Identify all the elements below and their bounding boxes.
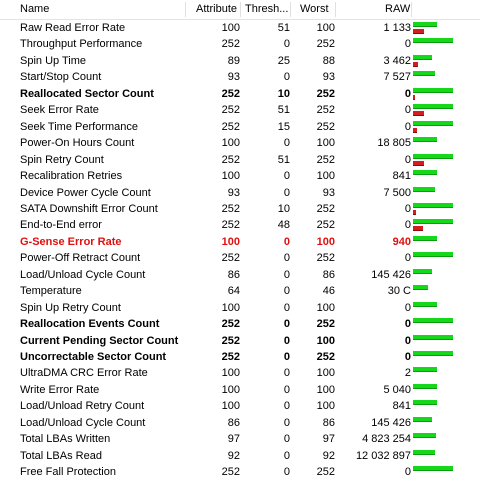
- table-row[interactable]: [0, 398, 480, 414]
- table-row[interactable]: [0, 300, 480, 316]
- normalized-value-bar: [413, 55, 432, 60]
- health-bars: [413, 234, 480, 250]
- worst-value: 252: [316, 120, 335, 133]
- table-row[interactable]: [0, 365, 480, 381]
- attribute-value: 252: [221, 202, 240, 215]
- health-bars: [413, 135, 480, 151]
- attribute-value: 93: [227, 71, 240, 84]
- table-row[interactable]: [0, 86, 480, 102]
- worst-value: 86: [322, 416, 335, 429]
- raw-value: 2: [404, 367, 411, 380]
- attribute-value: 252: [221, 334, 240, 347]
- health-bars: [413, 398, 480, 414]
- attribute-value: 252: [221, 104, 240, 117]
- worst-value: 252: [316, 87, 335, 100]
- raw-value: 0: [404, 202, 411, 215]
- health-bars: [413, 333, 480, 349]
- threshold-value: 0: [283, 351, 290, 363]
- table-row[interactable]: [0, 250, 480, 266]
- worst-value: 252: [316, 153, 335, 166]
- raw-value: 145 426: [371, 268, 411, 281]
- normalized-value-bar: [413, 104, 453, 109]
- table-row[interactable]: [0, 333, 480, 349]
- attribute-value: 252: [221, 87, 240, 100]
- attribute-value: 100: [221, 137, 240, 150]
- table-row[interactable]: [0, 316, 480, 332]
- attribute-name: Uncorrectable Sector Count: [20, 351, 167, 363]
- table-row[interactable]: [0, 201, 480, 217]
- raw-value: 0: [404, 87, 411, 100]
- threshold-value: 25: [277, 54, 290, 67]
- raw-value: 0: [404, 153, 411, 166]
- raw-value: 0: [404, 38, 411, 51]
- worst-value: 93: [322, 186, 335, 199]
- attribute-value: 100: [221, 383, 240, 396]
- health-bars: [413, 250, 480, 266]
- worst-value: 252: [316, 104, 335, 117]
- worst-value: 100: [316, 400, 335, 413]
- health-bars: [413, 53, 480, 69]
- health-bars: [413, 168, 480, 184]
- attribute-name: SATA Downshift Error Count: [20, 202, 158, 215]
- raw-value: 0: [404, 104, 411, 117]
- worst-value: 100: [316, 301, 335, 314]
- threshold-bar: [413, 226, 423, 231]
- raw-value: 0: [404, 351, 411, 363]
- normalized-value-bar: [413, 236, 437, 241]
- worst-value: 46: [322, 285, 335, 298]
- worst-value: 100: [316, 235, 335, 248]
- normalized-value-bar: [413, 351, 453, 356]
- threshold-value: 0: [283, 186, 290, 199]
- normalized-value-bar: [413, 219, 453, 224]
- threshold-value: 0: [283, 71, 290, 84]
- health-bars: [413, 349, 480, 365]
- raw-value: 841: [392, 400, 411, 413]
- table-row[interactable]: [0, 135, 480, 151]
- raw-value: 12 032 897: [355, 449, 411, 462]
- threshold-value: 0: [283, 400, 290, 413]
- normalized-value-bar: [413, 302, 437, 307]
- health-bars: [413, 382, 480, 398]
- threshold-value: 0: [283, 252, 290, 265]
- health-bars: [413, 431, 480, 447]
- threshold-value: 0: [283, 38, 290, 51]
- worst-value: 100: [316, 334, 335, 347]
- raw-value: 940: [392, 235, 411, 248]
- attribute-value: 97: [227, 433, 240, 446]
- normalized-value-bar: [413, 367, 437, 372]
- worst-value: 252: [316, 318, 335, 331]
- health-bars: [413, 448, 480, 464]
- column-header-name[interactable]: Name: [20, 3, 50, 15]
- attribute-name: Throughput Performance: [20, 38, 143, 51]
- normalized-value-bar: [413, 154, 453, 159]
- worst-value: 100: [316, 367, 335, 380]
- attribute-name: Load/Unload Cycle Count: [20, 416, 146, 429]
- threshold-value: 0: [283, 367, 290, 380]
- table-row[interactable]: [0, 234, 480, 250]
- raw-value: 0: [404, 466, 411, 479]
- normalized-value-bar: [413, 433, 436, 438]
- attribute-name: Seek Error Rate: [20, 104, 99, 117]
- attribute-value: 252: [221, 318, 240, 331]
- attribute-name: Power-Off Retract Count: [20, 252, 141, 265]
- threshold-bar: [413, 210, 416, 215]
- raw-value: 3 462: [383, 54, 411, 67]
- threshold-value: 0: [283, 433, 290, 446]
- table-row[interactable]: [0, 415, 480, 431]
- health-bars: [413, 267, 480, 283]
- worst-value: 100: [316, 383, 335, 396]
- threshold-value: 0: [283, 285, 290, 298]
- table-row[interactable]: [0, 217, 480, 233]
- attribute-name: Load/Unload Retry Count: [20, 400, 145, 413]
- health-bars: [413, 300, 480, 316]
- raw-value: 841: [392, 170, 411, 183]
- health-bars: [413, 464, 480, 480]
- column-header-attribute[interactable]: Attribute: [196, 3, 237, 15]
- normalized-value-bar: [413, 187, 435, 192]
- attribute-name: Spin Retry Count: [20, 153, 104, 166]
- column-divider[interactable]: [240, 2, 241, 17]
- normalized-value-bar: [413, 318, 453, 323]
- raw-value: 7 500: [383, 186, 411, 199]
- threshold-bar: [413, 62, 418, 67]
- threshold-bar: [413, 29, 424, 34]
- attribute-name: Total LBAs Written: [20, 433, 111, 446]
- raw-value: 5 040: [383, 383, 411, 396]
- threshold-value: 51: [277, 22, 290, 34]
- worst-value: 92: [322, 449, 335, 462]
- normalized-value-bar: [413, 450, 435, 455]
- threshold-value: 0: [283, 137, 290, 150]
- raw-value: 0: [404, 301, 411, 314]
- attribute-value: 252: [221, 466, 240, 479]
- normalized-value-bar: [413, 466, 453, 471]
- health-bars: [413, 86, 480, 102]
- attribute-value: 92: [227, 449, 240, 462]
- threshold-value: 0: [283, 318, 290, 331]
- attribute-value: 64: [227, 285, 240, 298]
- worst-value: 100: [316, 22, 335, 34]
- health-bars: [413, 119, 480, 135]
- health-bars: [413, 152, 480, 168]
- threshold-value: 0: [283, 268, 290, 281]
- health-bars: [413, 20, 480, 36]
- attribute-value: 89: [227, 54, 240, 67]
- attribute-value: 100: [221, 22, 240, 34]
- threshold-bar: [413, 95, 415, 100]
- normalized-value-bar: [413, 252, 453, 257]
- table-row[interactable]: [0, 267, 480, 283]
- attribute-name: Recalibration Retries: [20, 170, 123, 183]
- threshold-value: 51: [277, 104, 290, 117]
- normalized-value-bar: [413, 335, 453, 340]
- raw-value: 0: [404, 334, 411, 347]
- raw-value: 0: [404, 120, 411, 133]
- threshold-value: 0: [283, 466, 290, 479]
- worst-value: 252: [316, 219, 335, 232]
- normalized-value-bar: [413, 285, 428, 290]
- table-row[interactable]: [0, 168, 480, 184]
- column-header-worst[interactable]: Worst: [300, 3, 329, 15]
- attribute-name: Reallocation Events Count: [20, 318, 160, 331]
- attribute-value: 252: [221, 120, 240, 133]
- health-bars: [413, 217, 480, 233]
- attribute-name: Write Error Rate: [20, 383, 100, 396]
- normalized-value-bar: [413, 88, 453, 93]
- table-row[interactable]: [0, 431, 480, 447]
- threshold-value: 51: [277, 153, 290, 166]
- worst-value: 86: [322, 268, 335, 281]
- attribute-name: Power-On Hours Count: [20, 137, 135, 150]
- threshold-value: 10: [277, 87, 290, 100]
- attribute-value: 252: [221, 153, 240, 166]
- raw-value: 0: [404, 219, 411, 232]
- attribute-name: G-Sense Error Rate: [20, 235, 122, 248]
- column-header-raw[interactable]: RAW: [385, 3, 411, 15]
- worst-value: 100: [316, 137, 335, 150]
- attribute-name: Start/Stop Count: [20, 71, 102, 84]
- threshold-value: 0: [283, 416, 290, 429]
- threshold-value: 0: [283, 235, 290, 248]
- table-row[interactable]: [0, 20, 480, 36]
- health-bars: [413, 316, 480, 332]
- table-row[interactable]: [0, 464, 480, 480]
- attribute-name: Reallocated Sector Count: [20, 87, 154, 100]
- attribute-value: 252: [221, 252, 240, 265]
- attribute-name: Temperature: [20, 285, 82, 298]
- normalized-value-bar: [413, 170, 437, 175]
- threshold-value: 0: [283, 301, 290, 314]
- column-divider[interactable]: [411, 2, 412, 17]
- health-bars: [413, 415, 480, 431]
- threshold-bar: [413, 111, 424, 116]
- worst-value: 88: [322, 54, 335, 67]
- normalized-value-bar: [413, 71, 435, 76]
- attribute-name: Load/Unload Cycle Count: [20, 268, 146, 281]
- normalized-value-bar: [413, 38, 453, 43]
- threshold-value: 0: [283, 383, 290, 396]
- health-bars: [413, 36, 480, 52]
- worst-value: 97: [322, 433, 335, 446]
- normalized-value-bar: [413, 417, 432, 422]
- worst-value: 252: [316, 351, 335, 363]
- attribute-value: 86: [227, 268, 240, 281]
- raw-value: 30 C: [387, 285, 411, 298]
- threshold-value: 10: [277, 202, 290, 215]
- raw-value: 18 805: [377, 137, 411, 150]
- normalized-value-bar: [413, 121, 453, 126]
- normalized-value-bar: [413, 137, 437, 142]
- threshold-bar: [413, 128, 417, 133]
- threshold-bar: [413, 161, 424, 166]
- column-header-threshold[interactable]: Thresh...: [245, 3, 289, 15]
- raw-value: 1 133: [383, 22, 411, 34]
- table-row[interactable]: [0, 185, 480, 201]
- attribute-name: Device Power Cycle Count: [20, 186, 151, 199]
- raw-value: 145 426: [371, 416, 411, 429]
- health-bars: [413, 365, 480, 381]
- health-bars: [413, 69, 480, 85]
- health-bars: [413, 283, 480, 299]
- attribute-name: Total LBAs Read: [20, 449, 102, 462]
- attribute-value: 252: [221, 38, 240, 51]
- threshold-value: 15: [277, 120, 290, 133]
- attribute-value: 100: [221, 301, 240, 314]
- worst-value: 252: [316, 38, 335, 51]
- table-row[interactable]: [0, 119, 480, 135]
- worst-value: 93: [322, 71, 335, 84]
- table-row[interactable]: [0, 53, 480, 69]
- health-bars: [413, 185, 480, 201]
- attribute-value: 100: [221, 170, 240, 183]
- raw-value: 4 823 254: [362, 433, 411, 446]
- health-bars: [413, 201, 480, 217]
- attribute-name: Current Pending Sector Count: [20, 334, 179, 347]
- attribute-name: End-to-End error: [20, 219, 102, 232]
- table-row[interactable]: [0, 349, 480, 365]
- attribute-value: 100: [221, 400, 240, 413]
- table-row[interactable]: [0, 152, 480, 168]
- normalized-value-bar: [413, 203, 453, 208]
- attribute-name: Seek Time Performance: [20, 120, 138, 133]
- attribute-value: 252: [221, 219, 240, 232]
- column-divider[interactable]: [335, 2, 336, 17]
- health-bars: [413, 102, 480, 118]
- table-row[interactable]: [0, 283, 480, 299]
- attribute-name: UltraDMA CRC Error Rate: [20, 367, 148, 380]
- table-row[interactable]: [0, 102, 480, 118]
- worst-value: 252: [316, 466, 335, 479]
- attribute-name: Spin Up Time: [20, 54, 87, 67]
- worst-value: 252: [316, 252, 335, 265]
- normalized-value-bar: [413, 269, 432, 274]
- table-row[interactable]: [0, 36, 480, 52]
- attribute-value: 100: [221, 367, 240, 380]
- column-divider[interactable]: [290, 2, 291, 17]
- raw-value: 0: [404, 318, 411, 331]
- raw-value: 0: [404, 252, 411, 265]
- attribute-name: Spin Up Retry Count: [20, 301, 121, 314]
- normalized-value-bar: [413, 400, 437, 405]
- attribute-value: 93: [227, 186, 240, 199]
- worst-value: 252: [316, 202, 335, 215]
- normalized-value-bar: [413, 384, 437, 389]
- worst-value: 100: [316, 170, 335, 183]
- threshold-value: 0: [283, 170, 290, 183]
- table-row[interactable]: [0, 69, 480, 85]
- attribute-name: Raw Read Error Rate: [20, 22, 126, 34]
- threshold-value: 0: [283, 449, 290, 462]
- threshold-value: 48: [277, 219, 290, 232]
- table-header: [0, 0, 480, 20]
- raw-value: 7 527: [383, 71, 411, 84]
- attribute-value: 86: [227, 416, 240, 429]
- table-row[interactable]: [0, 448, 480, 464]
- attribute-value: 100: [221, 235, 240, 248]
- table-row[interactable]: [0, 382, 480, 398]
- threshold-value: 0: [283, 334, 290, 347]
- normalized-value-bar: [413, 22, 437, 27]
- attribute-value: 252: [221, 351, 240, 363]
- attribute-name: Free Fall Protection: [20, 466, 116, 479]
